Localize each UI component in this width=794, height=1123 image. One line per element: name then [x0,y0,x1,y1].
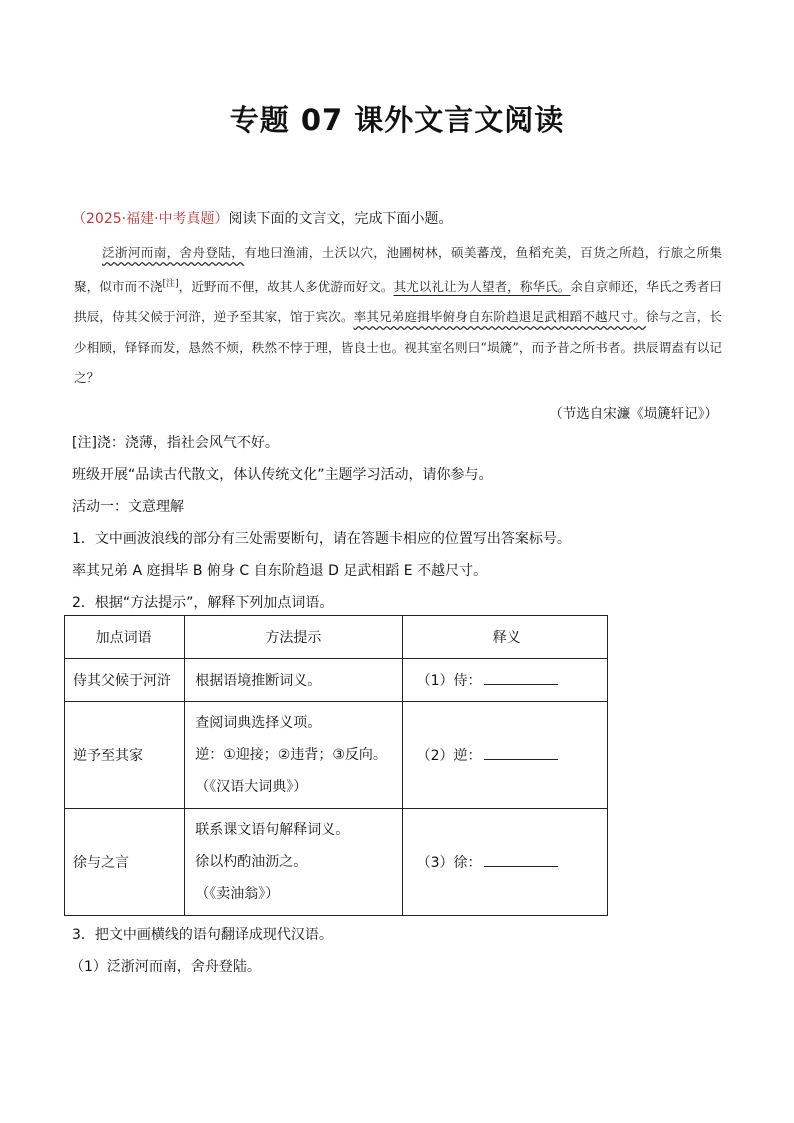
table-row [65,659,608,702]
wavy-segment-2: 率其兄弟庭揖毕俯身自东阶趋退足武相蹈不越尺寸。 [353,309,646,325]
underlined-segment: 其尤以礼让为人望者，称华氏。 [393,278,571,294]
table-header-row [65,616,608,659]
intro-text: 阅读下面的文言文，完成下面小题。 [228,211,453,227]
header-word: 加点词语 [65,616,185,659]
annotation-note: [注]浇：浇薄，指社会风气不好。 [72,435,279,451]
table-row [65,809,608,916]
question-1-options: 率其兄弟 A 庭揖毕 B 俯身 C 自东阶趋退 D 足武相蹈 E 不越尺寸。 [72,563,488,579]
question-2: 2．根据“方法提示”，解释下列加点词语。 [72,595,334,611]
excerpt-source: （节选自宋濂《埙篪轩记》） [549,406,718,422]
row-hint: 查阅词典选择义项。 逆：①迎接；②违背；③反向。 （《汉语大词典》） [185,702,402,809]
row-answer: （1）侍： [402,659,607,702]
answer-blank[interactable] [484,745,558,760]
answer-blank[interactable] [484,852,558,867]
passage-segment: 有地曰渔浦，土沃以穴，池圃树林，硕美蕃茂，鱼稻充美，百货之所趋，行旅之所集聚，似市而不浇 [74,245,723,294]
question-3-item-1: （1）泛浙河而南，舍舟登陆。 [70,959,261,975]
activity-intro: 班级开展“品读古代散文，体认传统文化”主题学习活动，请你参与。 [72,467,493,483]
wavy-segment-1: 泛浙河而南，舍舟登陆， [102,245,245,260]
question-3: 3．把文中画横线的语句翻译成现代汉语。 [72,927,333,943]
source-tag: （2025·福建·中考真题） [72,211,229,227]
header-meaning: 释义 [402,616,607,659]
row-hint: 根据语境推断词义。 [185,659,402,702]
page-title: 专题 07 课外文言文阅读 [229,103,565,137]
row-answer: （3）徐： [402,809,607,916]
header-hint: 方法提示 [185,616,402,659]
answer-blank[interactable] [484,670,558,685]
intro-line [72,208,453,228]
word-explanation-table [64,615,608,916]
activity-one-heading: 活动一：文意理解 [72,499,184,515]
footnote-marker: [注] [162,278,179,289]
question-1: 1．文中画波浪线的部分有三处需要断句，请在答题卡相应的位置写出答案标号。 [72,531,571,547]
row-word: 逆予至其家 [65,702,185,809]
passage-segment: ，近野而不俚，故其人多优游而好文。 [178,278,394,294]
row-hint: 联系课文语句解释词义。 徐以杓酌油沥之。 （《卖油翁》） [185,809,402,916]
passage-segment: 余自京师还，华氏之秀者曰拱辰，侍其父候于河浒，逆予至其家，馆于宾次。 [74,278,723,325]
row-answer: （2）逆： [402,702,607,809]
table-row [65,702,608,809]
classical-passage [74,238,722,394]
row-word: 徐与之言 [65,809,185,916]
passage-segment: 徐与之言，长少相顾，铎铎而发，恳然不烦，秩然不悖于理，皆良士也。视其室名则曰“埙篪”，而予昔之所书者。拱辰谓盍有以记之？ [74,309,723,386]
row-word: 侍其父候于河浒 [65,659,185,702]
